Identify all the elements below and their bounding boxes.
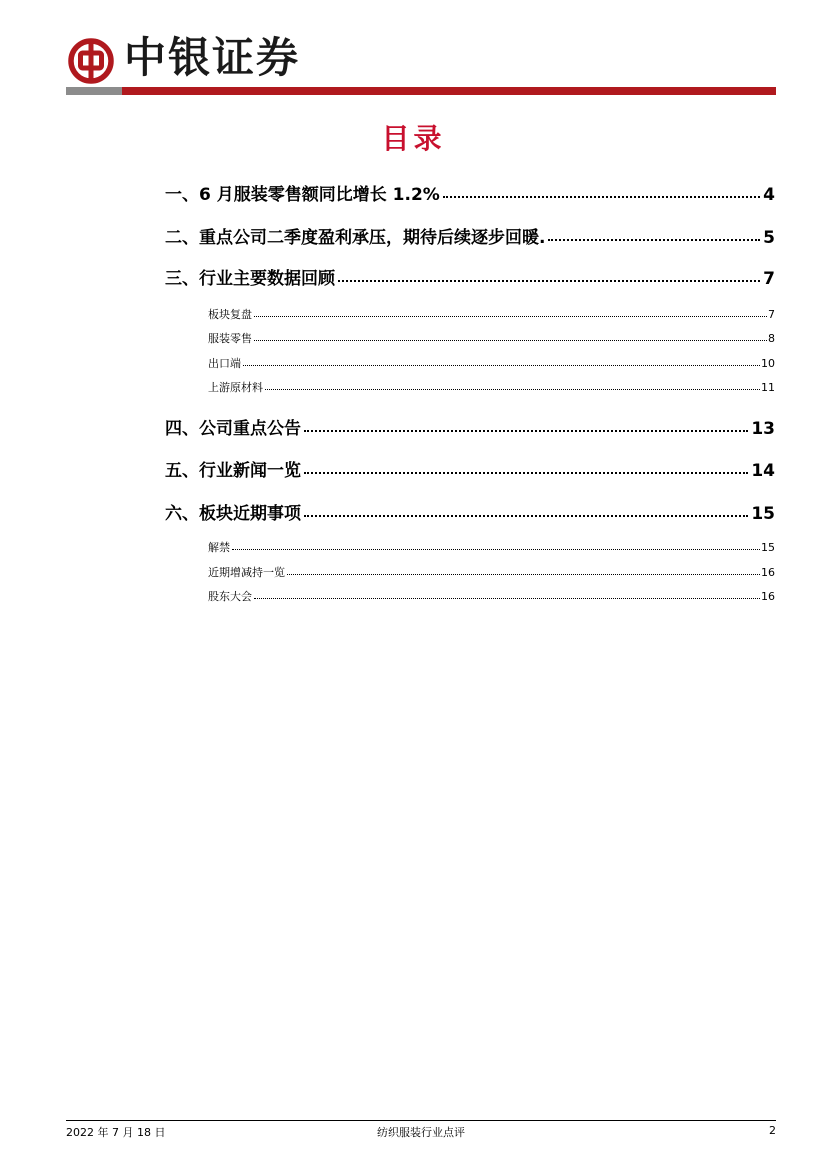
page-header [0,0,827,100]
header-rule-red [122,87,776,95]
toc-subentry-6[interactable] [165,564,775,578]
toc-entry-page: 10 [761,357,775,370]
toc-entry-1[interactable] [165,180,775,205]
toc-entry-label: 解禁 [208,541,230,554]
toc-entry-label: 六、板块近期事项 [165,504,301,524]
toc-leader-dots [232,549,760,550]
toc-entry-page: 15 [751,504,775,524]
toc-entry-page: 5 [763,228,775,248]
toc-entry-4[interactable] [165,414,775,439]
toc-entry-5[interactable] [165,456,775,481]
toc-entry-page: 8 [768,332,775,345]
toc-entry-page: 15 [761,541,775,554]
toc-leader-dots [338,280,760,282]
toc-entry-label: 二、重点公司二季度盈利承压，期待后续逐步回暖. [165,228,546,248]
brand-name: 中银证券 [124,33,301,82]
toc-subentry-4[interactable] [165,379,775,393]
toc-entry-label: 板块复盘 [208,308,252,321]
toc-entry-label: 近期增减持一览 [208,566,285,579]
toc-leader-dots [243,365,760,366]
toc-subentry-1[interactable] [165,306,775,320]
toc-entry-label: 上游原材料 [208,381,263,394]
toc-entry-label: 出口端 [208,357,241,370]
toc-subentry-5[interactable] [165,539,775,553]
toc-leader-dots [304,472,748,474]
toc-entry-page: 14 [751,461,775,481]
toc-leader-dots [443,196,760,198]
toc-leader-dots [548,239,760,241]
toc-entry-page: 16 [761,566,775,579]
toc-entry-6[interactable] [165,499,775,524]
toc-subentry-2[interactable] [165,330,775,344]
toc-entry-page: 13 [751,419,775,439]
footer-rule [66,1120,776,1121]
toc-entry-label: 股东大会 [208,590,252,603]
toc-entry-page: 7 [768,308,775,321]
toc-subentry-7[interactable] [165,588,775,602]
toc-leader-dots [304,515,748,517]
report-type: 纺织服装行业点评 [377,1126,465,1139]
toc-leader-dots [265,389,760,390]
toc-leader-dots [304,430,748,432]
toc-entry-3[interactable] [165,264,775,289]
toc-entry-page: 11 [761,381,775,394]
toc-entry-label: 服装零售 [208,332,252,345]
toc-subentry-3[interactable] [165,355,775,369]
toc-title: 目录 [381,122,446,155]
toc-entry-page: 7 [763,269,775,289]
toc-leader-dots [254,316,767,317]
header-rule-grey [66,87,122,95]
toc-entry-page: 4 [763,185,775,205]
toc-entry-label: 五、行业新闻一览 [165,461,301,481]
toc-entry-2[interactable] [165,223,775,248]
page-footer [66,1124,776,1140]
toc-entry-label: 三、行业主要数据回顾 [165,269,335,289]
toc-entry-label: 一、6 月服装零售额同比增长 1.2% [165,185,440,205]
toc-entry-page: 16 [761,590,775,603]
toc-entry-label: 四、公司重点公告 [165,419,301,439]
toc-leader-dots [254,340,767,341]
page-number: 2 [769,1124,776,1137]
toc-leader-dots [254,598,760,599]
toc-leader-dots [287,574,760,575]
report-date: 2022 年 7 月 18 日 [66,1126,166,1139]
bank-of-china-logo-icon [68,38,114,84]
